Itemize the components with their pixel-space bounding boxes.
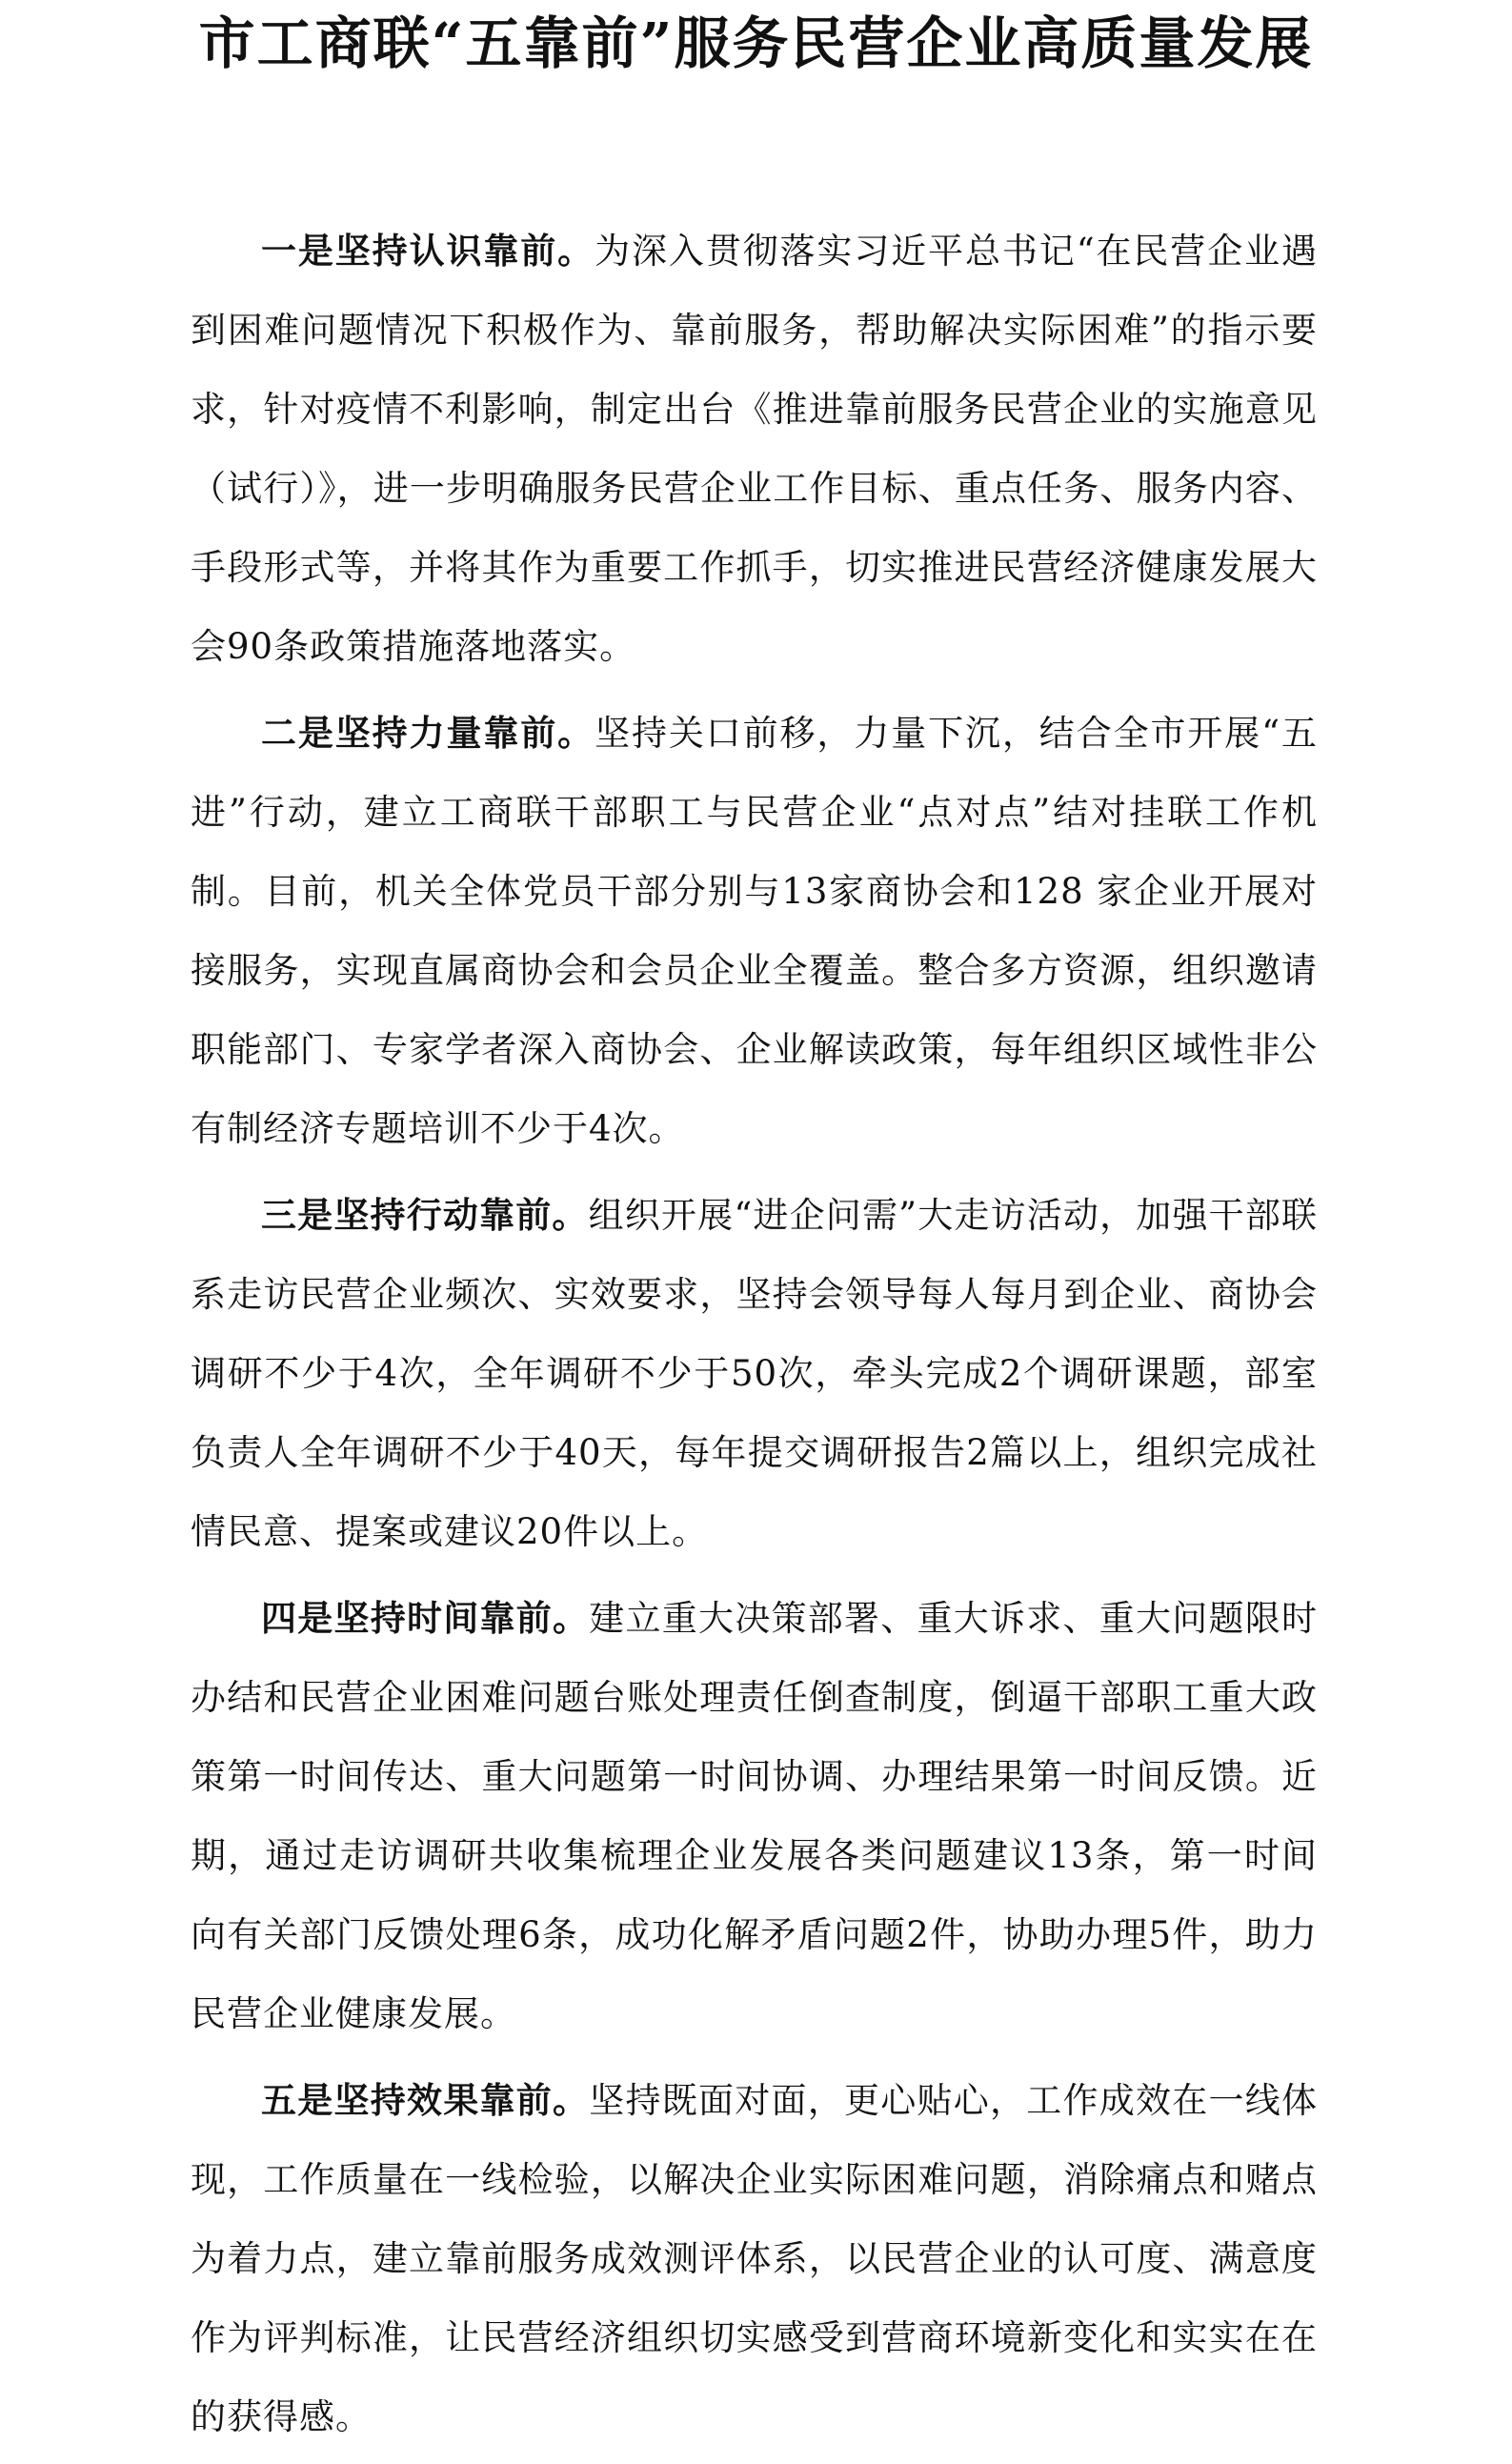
paragraph-2-lead: 二是坚持力量靠前。 — [261, 712, 595, 754]
paragraph-3-text: 组织开展“进企问需”大走访活动，加强干部联系走访民营企业频次、实效要求，坚持会领导每人每月到企业、商协会调研不少于4次，全年调研不少于50次，牵头完成2个调研课题，部室负责人全年调研不少于40天，每年提交调研报告2篇以上，组织完成社情民意、提案或建议20件以上。 — [191, 1195, 1318, 1552]
paragraph-2-text: 坚持关口前移，力量下沉，结合全市开展“五进”行动，建立工商联干部职工与民营企业“点对点”结对挂联工作机制。目前，机关全体党员干部分别与13家商协会和128 家企业开展对接服务，实现直属商协会和会员企业全覆盖。整合多方资源，组织邀请职能部门、专家学者深入商协会、企业解读政策，每年组织区域性非公有制经济专题培训不少于4次。 — [191, 713, 1318, 1149]
paragraph-3 — [191, 1176, 1318, 1571]
paragraph-1 — [191, 212, 1318, 686]
paragraph-1-text: 为深入贯彻落实习近平总书记“在民营企业遇到困难问题情况下积极作为、靠前服务，帮助解决实际困难”的指示要求，针对疫情不利影响，制定出台《推进靠前服务民营企业的实施意见（试行）》，进一步明确服务民营企业工作目标、重点任务、服务内容、手段形式等，并将其作为重要工作抓手，切实推进民营经济健康发展大会90条政策措施落地落实。 — [191, 231, 1318, 667]
paragraph-4 — [191, 1579, 1318, 2053]
document-title: 市工商联“五靠前”服务民营企业高质量发展 — [198, 10, 1314, 76]
paragraph-3-lead: 三是坚持行动靠前。 — [261, 1194, 589, 1236]
paragraph-5 — [191, 2061, 1318, 2456]
paragraph-4-lead: 四是坚持时间靠前。 — [261, 1597, 590, 1639]
paragraph-5-text: 坚持既面对面，更心贴心，工作成效在一线体现，工作质量在一线检验，以解决企业实际困难问题，消除痛点和赌点为着力点，建立靠前服务成效测评体系，以民营企业的认可度、满意度作为评判标准，让民营经济组织切实感受到营商环境新变化和实实在在的获得感。 — [191, 2080, 1318, 2437]
paragraph-1-lead: 一是坚持认识靠前。 — [261, 230, 595, 272]
document-body — [191, 212, 1318, 2464]
paragraph-2 — [191, 694, 1318, 1168]
paragraph-5-lead: 五是坚持效果靠前。 — [261, 2079, 590, 2121]
paragraph-4-text: 建立重大决策部署、重大诉求、重大问题限时办结和民营企业困难问题台账处理责任倒查制度，倒逼干部职工重大政策第一时间传达、重大问题第一时间协调、办理结果第一时间反馈。近期，通过走访调研共收集梳理企业发展各类问题建议13条，第一时间向有关部门反馈处理6条，成功化解矛盾问题2件，协助办理5件，助力民营企业健康发展。 — [191, 1598, 1318, 2034]
